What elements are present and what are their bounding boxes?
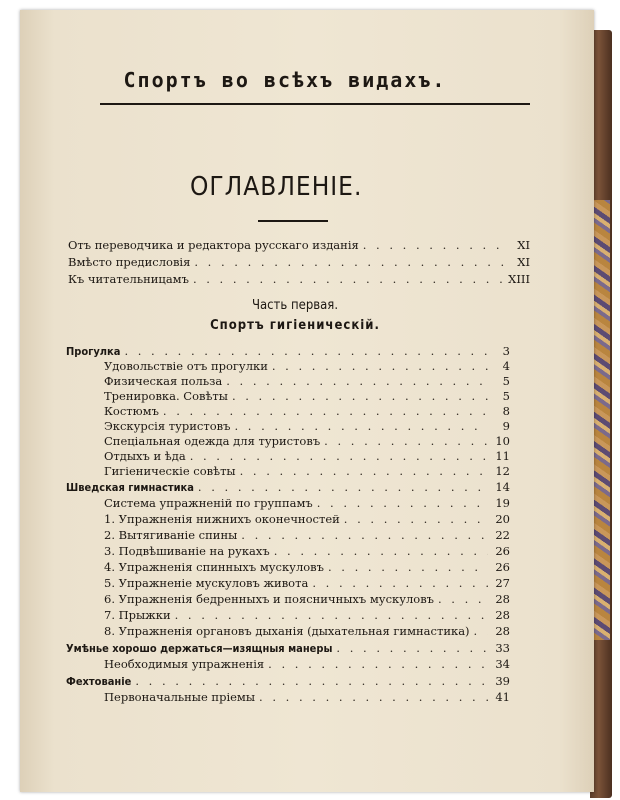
- leader-dots: [226, 374, 488, 388]
- entry-label: 2. Вытягиваніе спины: [104, 528, 238, 542]
- toc-entry: [104, 359, 510, 374]
- leader-dots: [328, 560, 488, 574]
- entry-label: Костюмъ: [104, 404, 159, 418]
- toc-title: ОГЛАВЛЕНIЕ.: [190, 172, 363, 202]
- entry-page: 27: [495, 576, 510, 590]
- entry-label: 3. Подвѣшиваніе на рукахъ: [104, 544, 270, 558]
- entry-label: Гигіеническіе совѣты: [104, 464, 236, 478]
- entry-page: 20: [495, 512, 510, 526]
- toc-entry: [104, 464, 510, 479]
- toc-entry: [68, 272, 530, 287]
- leader-dots: [194, 255, 508, 269]
- toc-entry: [66, 641, 510, 656]
- entry-label: 7. Прыжки: [104, 608, 171, 622]
- leader-dots: [175, 608, 488, 622]
- toc-entry: [104, 374, 510, 389]
- entry-page: 26: [495, 560, 510, 574]
- entry-page: 8: [502, 404, 510, 418]
- leader-dots: [336, 641, 488, 655]
- toc-entry: [104, 389, 510, 404]
- entry-label: Вмѣсто предисловія: [68, 255, 191, 269]
- entry-label: Первоначальные пріемы: [104, 690, 256, 704]
- toc-entry: [104, 544, 510, 559]
- toc-entry: [104, 690, 510, 705]
- leader-dots: [363, 238, 508, 252]
- leader-dots: [274, 544, 488, 558]
- entry-label: Умѣнье хорошо держаться—изящныя манеры: [66, 642, 333, 655]
- entry-page: 28: [495, 624, 510, 638]
- entry-label: Экскурсія туристовъ: [104, 419, 231, 433]
- toc-entry: [104, 449, 510, 464]
- header-rule: [100, 103, 530, 105]
- leader-dots: [438, 592, 488, 606]
- toc-entry: [66, 480, 510, 495]
- entry-label: Тренировка. Совѣты: [104, 389, 228, 403]
- toc-entry: [104, 576, 510, 591]
- entry-label: 8. Упражненія органовъ дыханія (дыхательная гимнастика): [104, 624, 470, 638]
- entry-page: 3: [502, 344, 510, 358]
- entry-page: 14: [495, 480, 510, 494]
- entry-page: 10: [495, 434, 510, 448]
- leader-dots: [317, 496, 488, 510]
- part-heading: Часть первая.: [251, 298, 339, 313]
- marbled-endpaper: [594, 200, 610, 640]
- toc-entry: [104, 419, 510, 434]
- entry-page: XI: [517, 238, 530, 252]
- toc-entry: [104, 496, 510, 511]
- entry-page: 28: [495, 592, 510, 606]
- leader-dots: [272, 359, 488, 373]
- entry-label: Физическая польза: [104, 374, 223, 388]
- entry-page: 33: [495, 641, 510, 655]
- toc-entry: [104, 512, 510, 527]
- entry-page: 22: [495, 528, 510, 542]
- entry-page: 5: [502, 389, 510, 403]
- entry-label: Система упражненій по группамъ: [104, 496, 313, 510]
- toc-entry: [66, 344, 510, 359]
- toc-entry: [104, 624, 510, 639]
- toc-entry: [104, 434, 510, 449]
- entry-page: 34: [495, 657, 510, 671]
- leader-dots: [135, 674, 488, 688]
- leader-dots: [268, 657, 488, 671]
- entry-label: Необходимыя упражненія: [104, 657, 265, 671]
- leader-dots: [234, 419, 488, 433]
- entry-page: 5: [502, 374, 510, 388]
- leader-dots: [198, 480, 488, 494]
- leader-dots: [124, 344, 488, 358]
- leader-dots: [474, 624, 488, 638]
- entry-page: 19: [495, 496, 510, 510]
- leader-dots: [232, 389, 488, 403]
- leader-dots: [324, 434, 488, 448]
- entry-page: 39: [495, 674, 510, 688]
- entry-label: 4. Упражненія спинныхъ мускуловъ: [104, 560, 324, 574]
- toc-entry: [104, 528, 510, 543]
- entry-page: 41: [495, 690, 510, 704]
- entry-label: Шведская гимнастика: [66, 481, 194, 494]
- entry-label: 5. Упражненіе мускуловъ живота: [104, 576, 309, 590]
- entry-page: XI: [517, 255, 530, 269]
- entry-label: Удовольствіе отъ прогулки: [104, 359, 268, 373]
- toc-entry: [104, 608, 510, 623]
- toc-entry: [66, 674, 510, 689]
- title-rule: [258, 220, 328, 222]
- toc-entry: [68, 238, 530, 253]
- entry-label: Спеціальная одежда для туристовъ: [104, 434, 321, 448]
- leader-dots: [241, 528, 488, 542]
- leader-dots: [259, 690, 488, 704]
- leader-dots: [344, 512, 488, 526]
- toc-entry: [104, 657, 510, 672]
- leader-dots: [312, 576, 488, 590]
- entry-page: 9: [502, 419, 510, 433]
- toc-entry: [104, 404, 510, 419]
- toc-entry: [104, 560, 510, 575]
- entry-label: Отъ переводчика и редактора русскаго изданія: [68, 238, 359, 252]
- entry-page: 28: [495, 608, 510, 622]
- entry-label: Фехтованіе: [66, 675, 132, 688]
- toc-entry: [104, 592, 510, 607]
- toc-entry: [68, 255, 530, 270]
- part-subtitle: Спортъ гигіеническій.: [210, 318, 380, 333]
- running-head: Спортъ во всѣхъ видахъ.: [123, 68, 447, 92]
- entry-page: 4: [502, 359, 510, 373]
- entry-label: Отдыхъ и ѣда: [104, 449, 186, 463]
- leader-dots: [163, 404, 488, 418]
- entry-label: 6. Упражненія бедренныхъ и поясничныхъ мускуловъ: [104, 592, 434, 606]
- entry-page: 12: [495, 464, 510, 478]
- leader-dots: [240, 464, 488, 478]
- entry-page: 26: [495, 544, 510, 558]
- entry-label: Прогулка: [66, 345, 121, 358]
- entry-label: Къ читательницамъ: [68, 272, 189, 286]
- entry-label: 1. Упражненія нижнихъ оконечностей: [104, 512, 340, 526]
- leader-dots: [193, 272, 504, 286]
- entry-page: XIII: [508, 272, 530, 286]
- entry-page: 11: [495, 449, 510, 463]
- leader-dots: [190, 449, 488, 463]
